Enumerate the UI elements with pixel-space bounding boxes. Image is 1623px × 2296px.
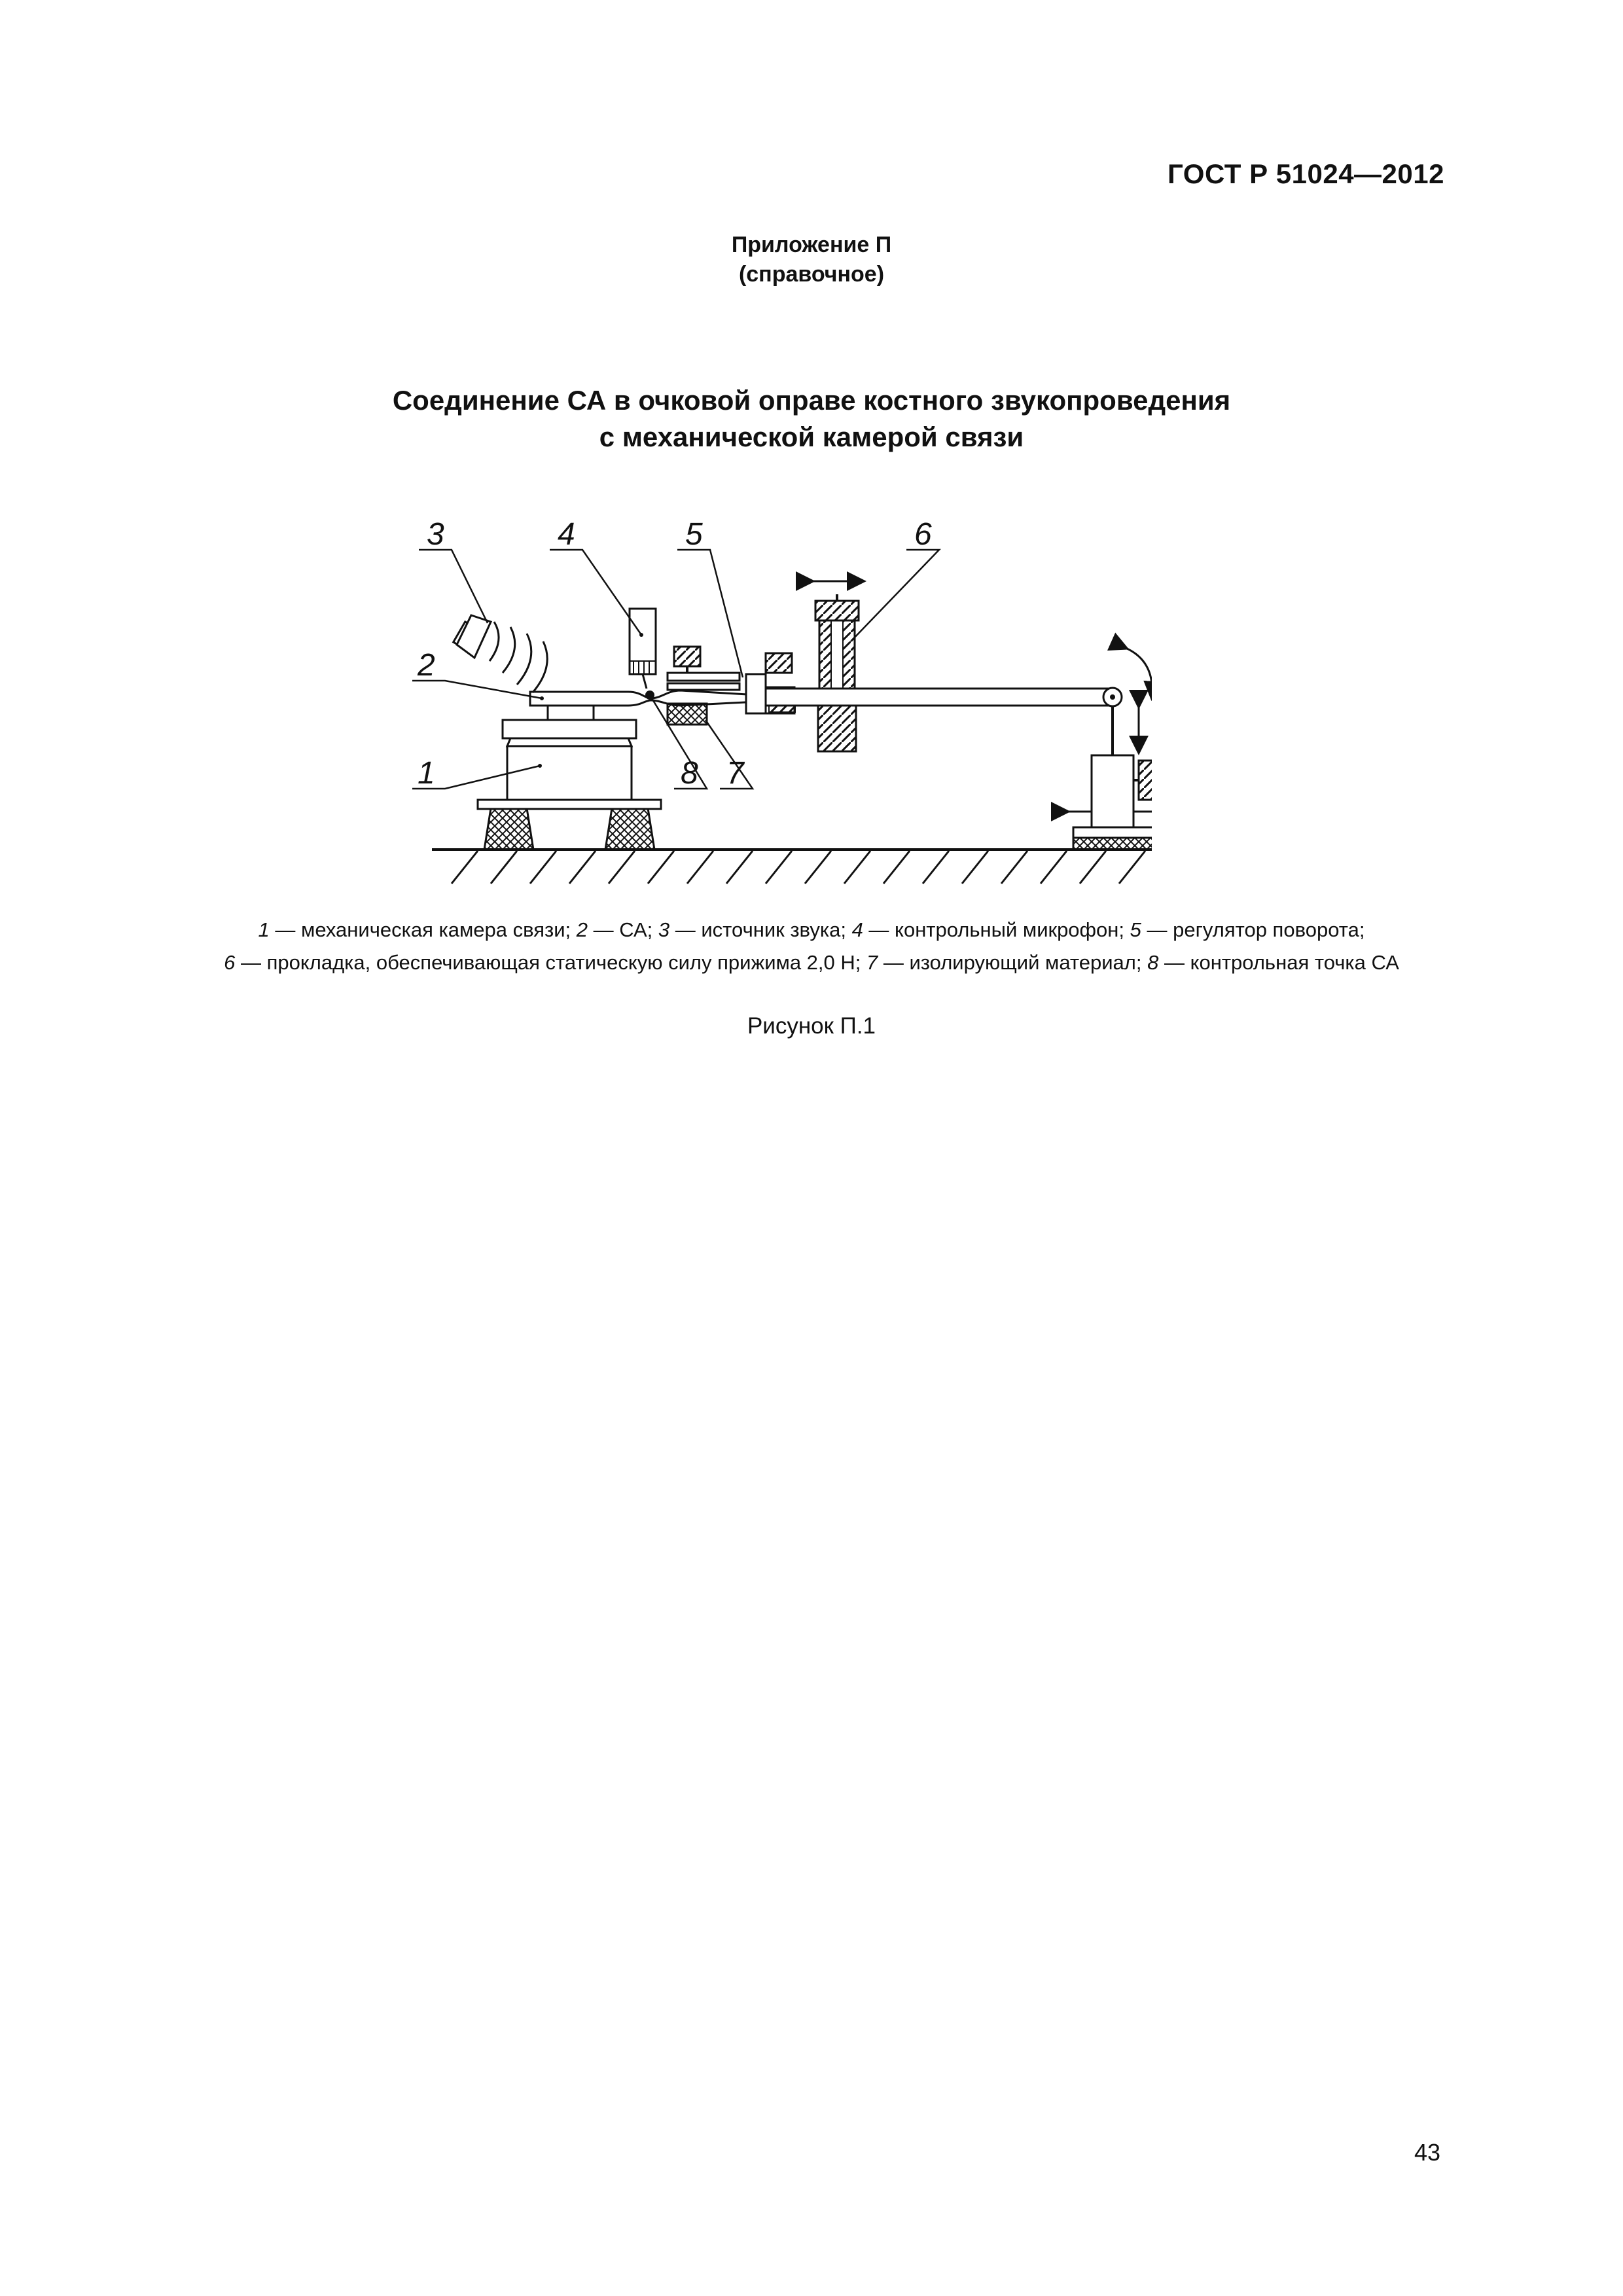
callout-4: 4 [558, 517, 575, 552]
page-title-line-2: с механической камерой связи [599, 422, 1024, 452]
callout-5: 5 [685, 517, 703, 552]
mechanical-coupler [503, 706, 636, 800]
legend-line-2: 6 — прокладка, обеспечивающая статическую силу прижима 2,0 Н; 7 — изолирующий материал; 8 — контрольная точка СА [224, 951, 1399, 974]
callout-1: 1 [418, 756, 435, 791]
annex-status: (справочное) [738, 262, 885, 287]
callout-2: 2 [418, 648, 435, 683]
leader-lines [412, 550, 939, 789]
support-column [1067, 648, 1152, 850]
figure-caption: Рисунок П.1 [747, 1013, 876, 1039]
ground [432, 850, 1152, 884]
pressure-spacer [812, 581, 863, 751]
sound-source [454, 615, 547, 692]
bone-conduction-device [530, 691, 759, 706]
coupler-stand [478, 800, 661, 850]
reference-microphone [630, 609, 656, 689]
callout-3: 3 [427, 517, 444, 552]
rotation-regulator [668, 647, 795, 725]
standard-designation: ГОСТ Р 51024—2012 [1168, 158, 1444, 189]
page-title-line-1: Соединение СА в очковой оправе костного звукопроведения [392, 385, 1231, 416]
callout-8: 8 [681, 756, 698, 791]
callout-6: 6 [914, 517, 932, 552]
coupler-diagram [393, 504, 1152, 897]
callout-7: 7 [726, 756, 744, 791]
legend-line-1: 1 — механическая камера связи; 2 — СА; 3 — источник звука; 4 — контрольный микрофон; 5 — регулятор поворота; [258, 918, 1365, 941]
arm [766, 688, 1122, 706]
page-number: 43 [1414, 2139, 1440, 2166]
annex-label: Приложение П [731, 232, 892, 257]
